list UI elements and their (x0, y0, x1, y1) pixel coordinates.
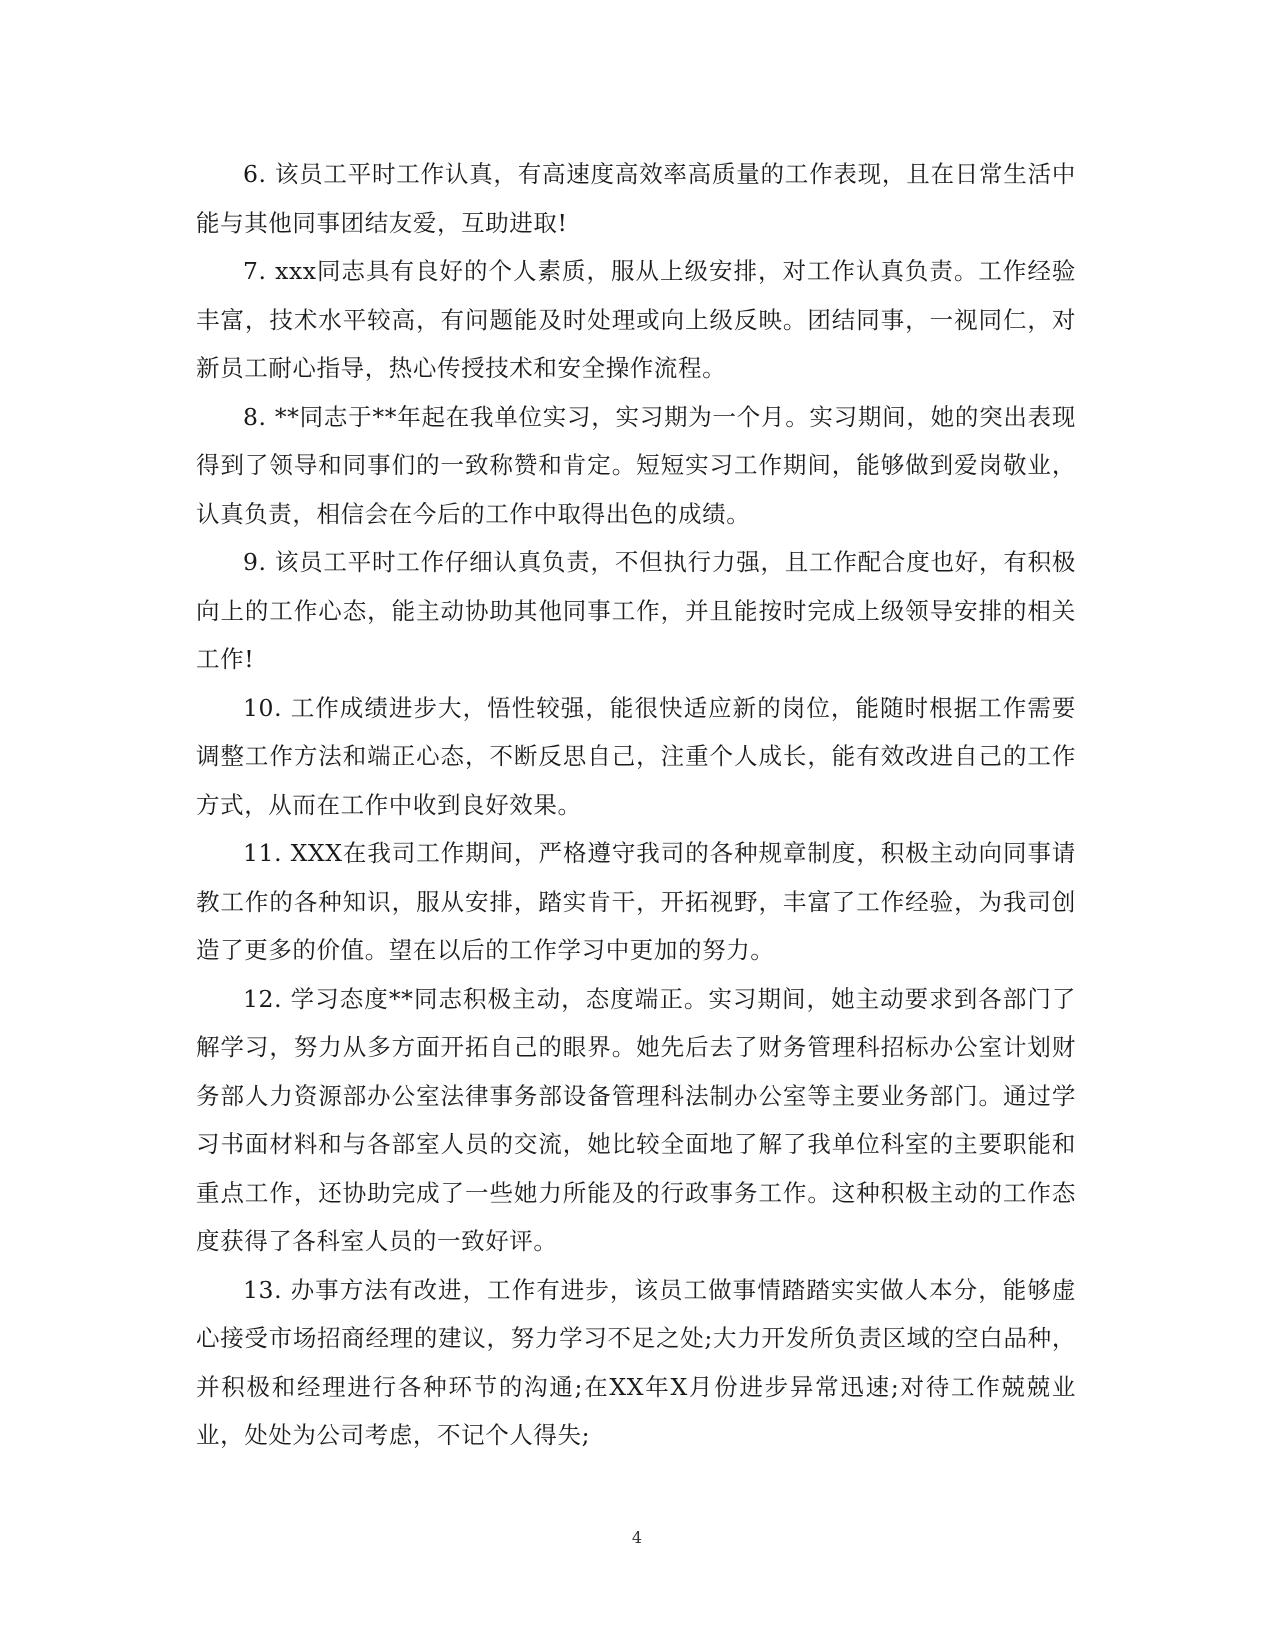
paragraph-8: 8. **同志于**年起在我单位实习，实习期为一个月。实习期间，她的突出表现得到了领导和同事们的一致称赞和肯定。短短实习工作期间，能够做到爱岗敬业，认真负责，相信会在今后的工作中取得出色的成绩。 (196, 402, 1076, 528)
paragraph-11: 11. XXX在我司工作期间，严格遵守我司的各种规章制度，积极主动向同事请教工作的各种知识，服从安排，踏实肯干，开拓视野，丰富了工作经验，为我司创造了更多的价值。望在以后的工作学习中更加的努力。 (196, 839, 1076, 964)
paragraph-6: 6. 该员工平时工作认真，有高速度高效率高质量的工作表现，且在日常生活中能与其他同事团结友爱，互助进取! (196, 160, 1076, 237)
paragraph-10: 10. 工作成绩进步大，悟性较强，能很快适应新的岗位，能随时根据工作需要调整工作方法和端正心态，不断反思自己，注重个人成长，能有效改进自己的工作方式，从而在工作中收到良好效果。 (196, 693, 1076, 819)
document-body (196, 150, 1076, 1460)
page-number: 4 (631, 1528, 643, 1547)
paragraph-13: 13. 办事方法有改进，工作有进步，该员工做事情踏踏实实做人本分，能够虚心接受市场招商经理的建议，努力学习不足之处;大力开发所负责区域的空白品种，并积极和经理进行各种环节的沟通;在XX年X月份进步异常迅速;对待工作兢兢业业，处处为公司考虑，不记个人得失; (196, 1275, 1076, 1449)
paragraph-9: 9. 该员工平时工作仔细认真负责，不但执行力强，且工作配合度也好，有积极向上的工作心态，能主动协助其他同事工作，并且能按时完成上级领导安排的相关工作! (196, 548, 1076, 673)
paragraph-7: 7. xxx同志具有良好的个人素质，服从上级安排，对工作认真负责。工作经验丰富，技术水平较高，有问题能及时处理或向上级反映。团结同事，一视同仁，对新员工耐心指导，热心传授技术和安全操作流程。 (196, 257, 1076, 382)
paragraph-12: 12. 学习态度**同志积极主动，态度端正。实习期间，她主动要求到各部门了解学习，努力从多方面开拓自己的眼界。她先后去了财务管理科招标办公室计划财务部人力资源部办公室法律事务部设备管理科法制办公室等主要业务部门。通过学习书面材料和与各部室人员的交流，她比较全面地了解了我单位科室的主要职能和重点工作，还协助完成了一些她力所能及的行政事务工作。这种积极主动的工作态度获得了各科室人员的一致好评。 (196, 984, 1076, 1255)
